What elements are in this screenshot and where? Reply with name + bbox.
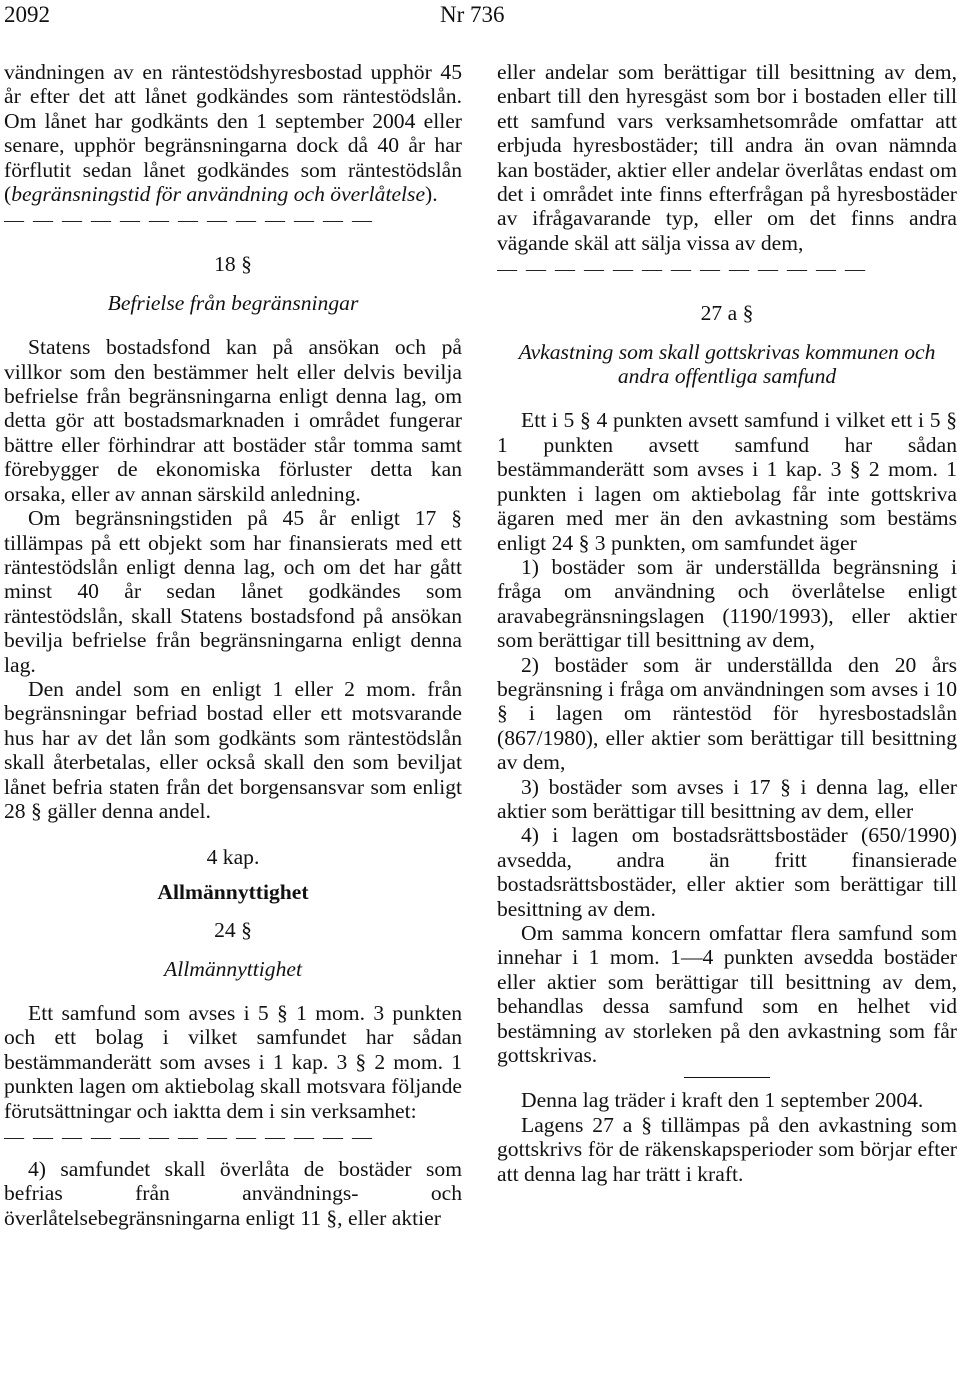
paragraph: Ett samfund som avses i 5 § 1 mom. 3 punkten och ett bolag i vilket samfundet har sådan bestämmanderätt som avses i 1 kap. 3 § 2 mom. 1 punkten lagen om aktiebolag skall motsvara följande förutsättningar och iaktta dem i sin verksamhet: bbox=[4, 1001, 462, 1123]
divider-rule bbox=[684, 1077, 770, 1078]
paragraph: Om samma koncern omfattar flera samfund som innehar i 1 mom. 1—4 punkten avsedda bostäder eller aktier som berättigar till besittning av dem, behandlas dessa samfund som en helhet vid bestämning av storleken på den avkastning som får gottskrivas. bbox=[497, 921, 957, 1068]
paragraph: Denna lag träder i kraft den 1 september 2004. bbox=[521, 1088, 924, 1113]
paragraph: Den andel som en enligt 1 eller 2 mom. från begränsningar befriad bostad eller ett motsvarande hus har av det lån som godkänts som räntestödslån skall återbetalas, eller också skall den som beviljat lånet befria staten från det borgensansvar som enligt 28 § gäller denna andel. bbox=[4, 676, 462, 823]
section-heading: Allmännyttighet bbox=[164, 956, 302, 981]
page-number: 2092 bbox=[4, 2, 50, 27]
paragraph: Ett i 5 § 4 punkten avsett samfund i vilket ett i 5 § 1 punkten avsett samfund har sådan bestämmanderätt som avses i 1 kap. 3 § 2 mom. 1 punkten i lagen om aktiebolag får inte gottskriva ägaren med mer än den avkastning som bestäms enligt 24 § 3 punkten, om samfundet äger bbox=[497, 408, 957, 555]
list-item: 4) i lagen om bostadsrättsbostäder (650/1990) avsedda, andra än fritt finansierade bostadsrättsbostäder, eller aktier som berättigar till besittning av dem. bbox=[497, 823, 957, 921]
omission-dashes: — — — — — — — — — — — — — bbox=[497, 258, 867, 281]
right-column bbox=[497, 60, 957, 1186]
list-item: 2) bostäder som är underställda den 20 års begränsning i fråga om användningen som avses i 10 § i lagen om räntestöd för hyresbostadslån (867/1980), eller aktier som berättigar till besittning av dem, bbox=[497, 652, 957, 775]
list-item: 1) bostäder som är underställda begränsning i fråga om användning och överlåtelse enligt aravabegränsningslagen (1190/1993), eller aktier som berättigar till besittning av dem, bbox=[497, 554, 957, 653]
left-column bbox=[4, 60, 462, 1230]
paragraph: Statens bostadsfond kan på ansökan och på villkor som den bestämmer helt eller delvis bevilja befrielse från begränsningarna enligt denna lag, om detta gör att bostadsmarknaden i området fungerar bättre eller förhindrar att bostäder står tomma samt förebygger de ekonomiska förluster detta kan orsaka, eller av annan särskild anledning. bbox=[4, 335, 462, 506]
paragraph: eller andelar som berättigar till besittning av dem, enbart till den hyresgäst som bor i bostaden eller till ett samfund vars verksamhetsområde omfattar att erbjuda hyresbostäder; till andra än ovan nämnda kan bostäder, aktier eller andelar överlåtas endast om det i området inte finns efterfrågan på hyresbostäder av ifrågavarande typ, eller om det finns andra vägande skäl att sälja vissa av dem, bbox=[497, 60, 957, 255]
page-header bbox=[0, 0, 960, 40]
paragraph: 4) samfundet skall överlåta de bostäder som befrias från användnings- och överlåtelsebegränsningarna enligt 11 §, eller aktier bbox=[4, 1157, 462, 1230]
omission-dashes: — — — — — — — — — — — — — bbox=[4, 209, 374, 232]
section-number: 27 a § bbox=[700, 301, 754, 326]
paragraph: Om begränsningstiden på 45 år enligt 17 § tillämpas på ett objekt som har finansierats med ett räntestödslån enligt denna lag, och om det har gått minst 40 år sedan lånet godkändes som räntestödslån, skall Statens bostadsfond på ansökan bevilja befrielse från begränsningarna enligt denna lag. bbox=[4, 506, 462, 677]
section-heading: Befrielse från begränsningar bbox=[107, 290, 359, 315]
list-item: 3) bostäder som avses i 17 § i denna lag, eller aktier som berättigar till besittning av dem, eller bbox=[497, 774, 957, 823]
chapter-title: Allmännyttighet bbox=[157, 879, 309, 904]
section-heading: Avkastning som skall gottskrivas kommunen och andra offentliga samfund bbox=[518, 339, 936, 389]
paragraph: Lagens 27 a § tillämpas på den avkastning som gottskrivs för de räkenskapsperioder som börjar efter att denna lag har trätt i kraft. bbox=[497, 1112, 957, 1186]
paragraph: vändningen av en räntestödshyresbostad upphör 45 år efter det att lånet godkändes som räntestödslån. Om lånet har godkänts den 1 september 2004 eller senare, upphör begränsningarna dock då 40 år har förflutit sedan lånet godkändes som räntestödslån (begränsningstid för användning och överlåtelse). bbox=[4, 60, 462, 207]
italic-term: begränsningstid för användning och överlåtelse bbox=[11, 182, 426, 207]
section-number: 18 § bbox=[214, 252, 252, 277]
section-number: 24 § bbox=[214, 918, 252, 943]
chapter-number: 4 kap. bbox=[206, 845, 260, 870]
omission-dashes: — — — — — — — — — — — — — bbox=[4, 1126, 374, 1149]
issue-number: Nr 736 bbox=[440, 2, 505, 27]
